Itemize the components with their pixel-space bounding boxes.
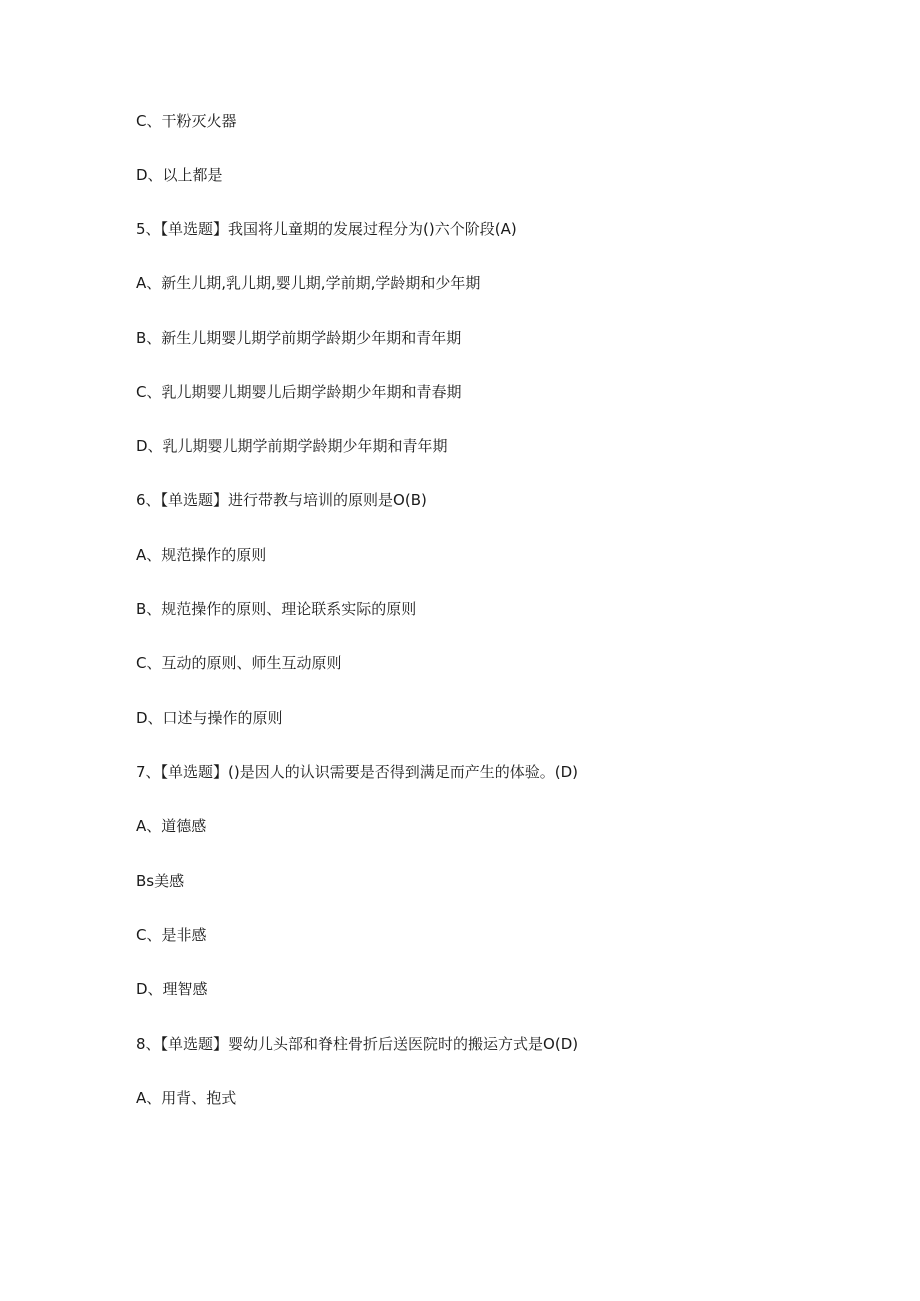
option-d-q4: D、以上都是 <box>136 166 223 184</box>
option-c-q5: C、乳儿期婴儿期婴儿后期学龄期少年期和青春期 <box>136 383 462 401</box>
option-b-q5: B、新生儿期婴儿期学前期学龄期少年期和青年期 <box>136 329 462 347</box>
option-b-q7: Bs美感 <box>136 872 185 890</box>
option-d-q5: D、乳儿期婴儿期学前期学龄期少年期和青年期 <box>136 437 448 455</box>
option-d-q7: D、理智感 <box>136 980 208 998</box>
question-7: 7、【单选题】()是因人的认识需要是否得到满足而产生的体验。(D) <box>136 763 579 781</box>
question-5: 5、【单选题】我国将儿童期的发展过程分为()六个阶段(A) <box>136 220 517 238</box>
option-a-q7: A、道德感 <box>136 817 207 835</box>
option-a-q8: A、用背、抱式 <box>136 1089 237 1107</box>
option-c-q4: C、干粉灭火器 <box>136 112 237 130</box>
question-6: 6、【单选题】进行带教与培训的原则是O(B) <box>136 491 427 509</box>
option-d-q6: D、口述与操作的原则 <box>136 709 283 727</box>
option-c-q6: C、互动的原则、师生互动原则 <box>136 654 342 672</box>
question-8: 8、【单选题】婴幼儿头部和脊柱骨折后送医院时的搬运方式是O(D) <box>136 1035 579 1053</box>
option-a-q6: A、规范操作的原则 <box>136 546 267 564</box>
option-b-q6: B、规范操作的原则、理论联系实际的原则 <box>136 600 417 618</box>
option-a-q5: A、新生儿期,乳儿期,婴儿期,学前期,学龄期和少年期 <box>136 274 481 292</box>
option-c-q7: C、是非感 <box>136 926 207 944</box>
